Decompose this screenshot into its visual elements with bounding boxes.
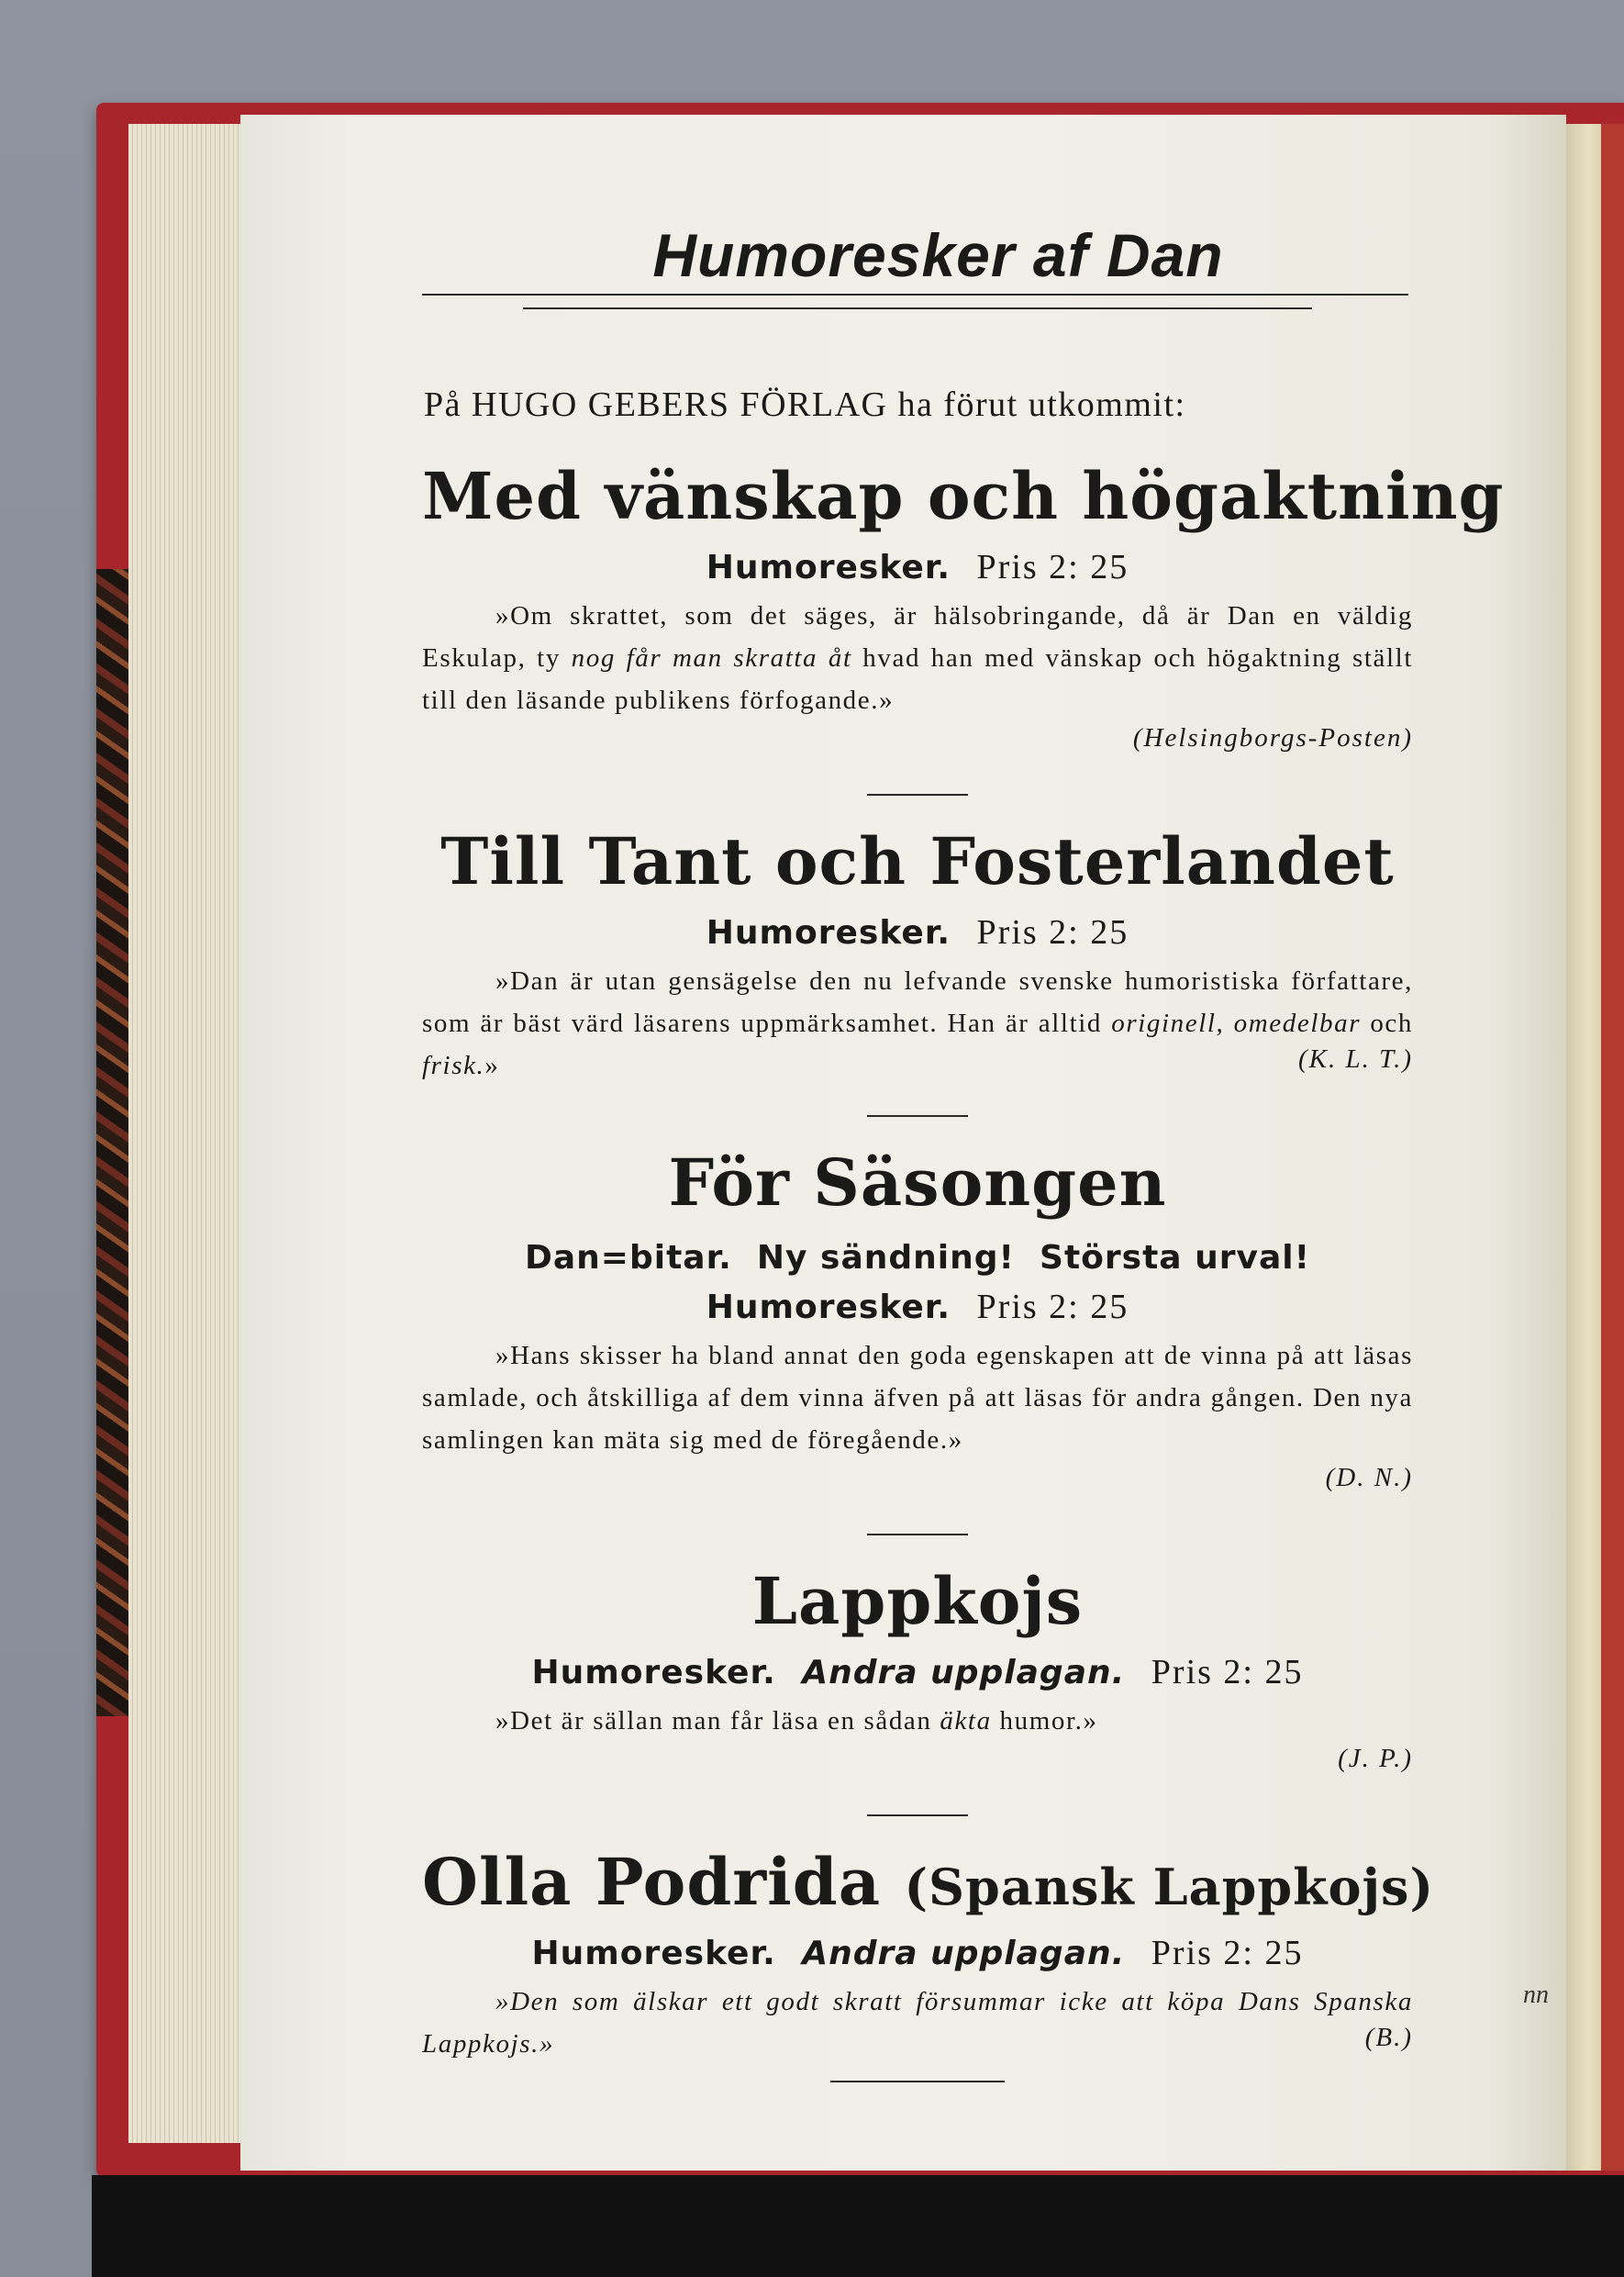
book-title: Till Tant och Fosterlandet — [440, 823, 1395, 899]
cover-edge-right — [1601, 124, 1624, 2171]
book-subline — [422, 547, 1413, 587]
book-price: Pris 2: 25 — [1151, 1653, 1304, 1691]
book-entry — [422, 823, 1413, 1080]
review-source: (D. N.) — [1325, 1463, 1413, 1492]
review-quote: »Dan är utan gensägelse den nu lefvande svenske humoristiska författare, som är bäst värd läsarens uppmärksamhet. Han är alltid originell, omedelbar och frisk.» — [422, 966, 1413, 1080]
book-genre: Humoresker. — [706, 1289, 951, 1326]
book-title: Olla Podrida (Spansk Lappkojs) — [422, 1844, 1435, 1920]
book-genre: Humoresker. — [706, 914, 951, 952]
book-title: Lappkojs — [751, 1563, 1084, 1639]
book-subline — [422, 1287, 1413, 1327]
book-title: För Säsongen — [668, 1144, 1167, 1221]
book-edition: Andra upplagan. — [802, 1935, 1126, 1972]
shadow — [92, 2175, 1624, 2277]
book-title-subtitle: (Spansk Lappkojs) — [904, 1858, 1435, 1916]
review-quote: »Det är sällan man får läsa en sådan äkta humor.» — [495, 1706, 1098, 1736]
page-edges — [128, 124, 257, 2143]
review-quote: »Hans skisser ha bland annat den goda egenskapen att de vinna på att läsas samlade, och åtskilliga af dem vinna äfven på att läsas för andra gången. Den nya samlingen kan mäta sig med de föregående.» — [422, 1341, 1413, 1455]
running-title: Humoresker af Dan — [652, 221, 1224, 289]
review-source: (K. L. T.) — [1297, 1044, 1413, 1074]
book-tagline: Dan=bitar. Ny sändning! Största urval! — [524, 1239, 1311, 1277]
book-price: Pris 2: 25 — [976, 1288, 1129, 1326]
book-entry — [422, 458, 1505, 753]
publisher-intro: På HUGO GEBERS FÖRLAG ha förut utkommit: — [424, 385, 1186, 424]
review-source: (Helsingborgs-Posten) — [1132, 723, 1413, 753]
book-subline — [422, 912, 1413, 953]
book-genre: Humoresker. — [531, 1654, 776, 1691]
book-price: Pris 2: 25 — [976, 913, 1129, 952]
review-source: (B.) — [1364, 2023, 1413, 2052]
divider — [867, 1814, 968, 1816]
book-price: Pris 2: 25 — [1151, 1934, 1304, 1972]
review-source: (J. P.) — [1338, 1744, 1413, 1773]
book-title: Med vänskap och högaktning — [422, 458, 1505, 534]
page-content — [422, 220, 1505, 2110]
book-subline — [422, 1652, 1413, 1692]
book-price: Pris 2: 25 — [976, 548, 1129, 586]
book-genre: Humoresker. — [531, 1935, 776, 1972]
divider — [867, 1534, 968, 1535]
pencil-margin-note: nn — [1523, 1981, 1549, 2009]
review-quote: »Den som älskar ett godt skratt försummar icke att köpa Dans Spanska Lappkojs.» — [422, 1987, 1413, 2059]
book-genre: Humoresker. — [706, 549, 951, 586]
title-rule — [422, 294, 1413, 309]
divider — [867, 794, 968, 796]
book-entry — [422, 1844, 1435, 2059]
book-edition: Andra upplagan. — [802, 1654, 1126, 1691]
divider — [830, 2081, 1005, 2082]
book-entry — [422, 1563, 1413, 1774]
divider — [867, 1115, 968, 1117]
book-entry — [422, 1144, 1413, 1493]
book-subline — [422, 1933, 1413, 1973]
review-quote: »Om skrattet, som det säges, är hälsobringande, då är Dan en väldig Eskulap, ty nog får man skratta åt hvad han med vänskap och högaktning ställt till den läsande publikens förfogande.» — [422, 601, 1414, 715]
